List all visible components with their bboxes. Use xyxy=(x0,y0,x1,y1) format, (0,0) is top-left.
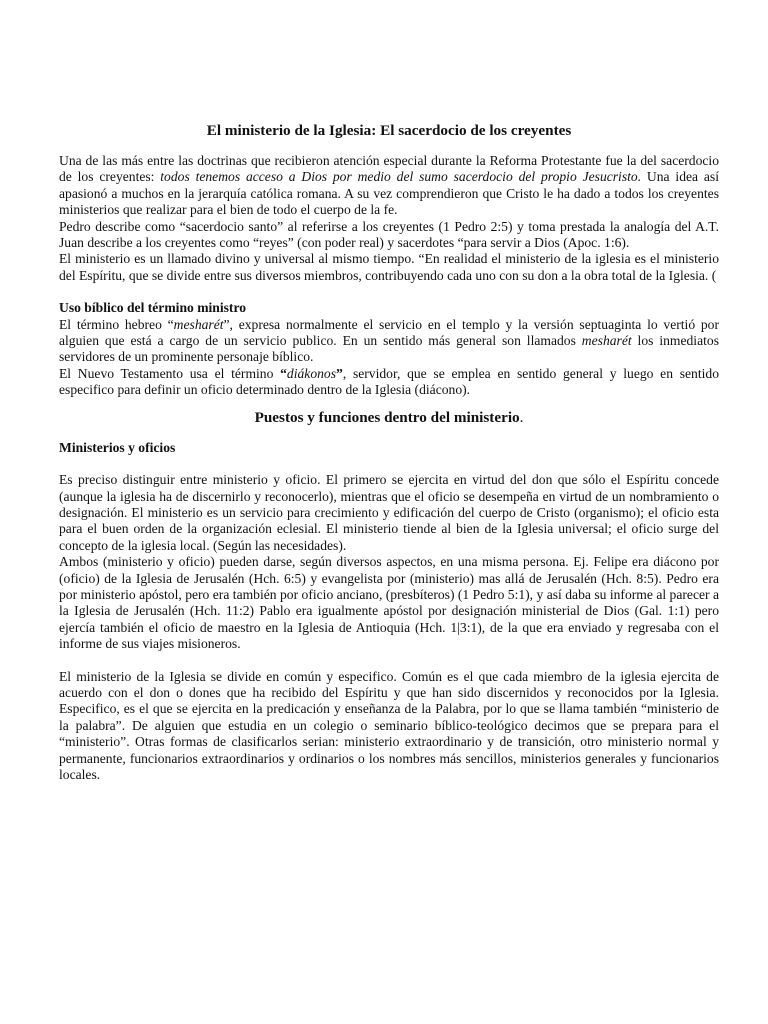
spacer xyxy=(59,284,719,300)
intro-p1-text-a: Una de las más entre las doctrinas que recibieron atención especial durante la Reforma Protestante fue la del sacerdocio de los creyentes: xyxy=(59,153,719,185)
puestos-title-dot: . xyxy=(519,408,524,426)
uso-p1-text-c: los inmediatos servidores de un prominente personaje bíblico. xyxy=(59,333,719,365)
uso-p2-text-b: , servidor, que se emplea en sentido general y luego en sentido especifico para definir un oficio determinado dentro de la Iglesia (diácono). xyxy=(59,365,719,398)
uso-p1-text-a: El término hebreo “ xyxy=(59,316,174,332)
puestos-title-text: Puestos y funciones dentro del ministerio xyxy=(254,408,520,426)
uso-p1-emphasis: mesharét xyxy=(173,316,224,332)
uso-p1-text-b: ”, expresa normalmente el servicio en el templo y la versión septuaginta lo vertió por alguien que está a cargo de un servicio publico. En un sentido más general son llamados xyxy=(59,316,719,349)
page-title: El ministerio de la Iglesia: El sacerdocio de los creyentes xyxy=(206,122,572,139)
section-heading-uso: Uso bíblico del término ministro xyxy=(59,300,247,316)
intro-p1-emphasis: todos tenemos acceso a Dios por medio del sumo sacerdocio del propio Jesucristo. xyxy=(160,169,642,185)
spacer xyxy=(59,456,719,472)
uso-paragraph-2 xyxy=(59,366,719,399)
uso-p2-text-a: El Nuevo Testamento usa el término xyxy=(59,365,281,381)
section-heading-ministerios: Ministerios y oficios xyxy=(59,439,176,455)
uso-p2-emphasis: diákonos xyxy=(286,365,337,381)
puestos-paragraph-2: Ambos (ministerio y oficio) pueden darse, según diversos aspectos, en una misma persona. Ej. Felipe era diácono por (oficio) de la Iglesia de Jerusalén (Hch. 6:5) y evangelista por (ministerio) mas allá de Jerusalén (Hch. 8:5). Pedro era por ministerio apóstol, pero era también por oficio anciano, (presbíteros) (1 Pedro 5:1), y así daba su informe al parecer a la Iglesia de Jerusalén (Hch. 11:2) Pablo era igualmente apóstol por designación ministerial de Dios (Gal. 1:1) pero ejercía también el oficio de maestro en la Iglesia de Antioquia (Hch. 1|3:1), de la que era enviado y regresaba con el informe de sus viajes misioneros. xyxy=(59,554,719,652)
document-page xyxy=(59,122,719,783)
uso-paragraph-1 xyxy=(59,317,719,366)
intro-paragraph-3: El ministerio es un llamado divino y universal al mismo tiempo. “En realidad el ministerio de la iglesia es el ministerio del Espíritu, que se divide entre sus diversos miembros, contribuyendo cada uno con su don a la obra total de la Iglesia. ( xyxy=(59,251,719,283)
puestos-paragraph-3: El ministerio de la Iglesia se divide en común y especifico. Común es el que cada miembro de la iglesia ejercita de acuerdo con el don o dones que ha recibido del Espíritu y que han sido discernidos y reconocidos por la Iglesia. Especifico, es el que se ejercita en la predicación y enseñanza de la Palabra, por lo que se llama también “ministerio de la palabra”. De alguien que estudia en un colegio o seminario bíblico-teológico decimos que se prepara para el “ministerio”. Otras formas de clasificarlos serian: ministerio extraordinario y de transición, otro ministerio normal y permanente, funcionarios extraordinarios y ordinarios o los nombres más sencillos, ministerios generales y funcionarios locales. xyxy=(59,668,719,782)
uso-p1-emphasis-2: mesharét xyxy=(581,333,632,349)
intro-paragraph-1 xyxy=(59,153,719,219)
puestos-paragraph-1: Es preciso distinguir entre ministerio y oficio. El primero se ejercita en virtud del don que sólo el Espíritu concede (aunque la iglesia ha de discernirlo y reconocerlo), mientras que el oficio se desempeña en virtud de un nombramiento o designación. El ministerio es un servicio para crecimiento y edificación del cuerpo de Cristo (organismo); el oficio esta para el buen orden de la organización eclesial. El ministerio tiende al bien de la Iglesia universal; el oficio surge del concepto de la iglesia local. (Según las necesidades). xyxy=(59,472,719,553)
spacer xyxy=(59,653,719,669)
intro-paragraph-2: Pedro describe como “sacerdocio santo” al referirse a los creyentes (1 Pedro 2:5) y toma prestada la analogía del A.T. Juan describe a los creyentes como “reyes” (con poder real) y sacerdotes “para servir a Dios (Apoc. 1:6). xyxy=(59,218,719,251)
section-title-puestos xyxy=(59,409,719,427)
uso-p2-open-quote: “ xyxy=(280,365,287,381)
uso-p2-close-quote: ” xyxy=(336,365,343,381)
intro-p1-text-b: Una idea así apasionó a muchos en la jerarquía católica romana. A su vez comprendieron que Cristo le ha dado a todos los creyentes ministerios que realizar para el bien de todo el cuerpo de la fe. xyxy=(59,169,719,218)
